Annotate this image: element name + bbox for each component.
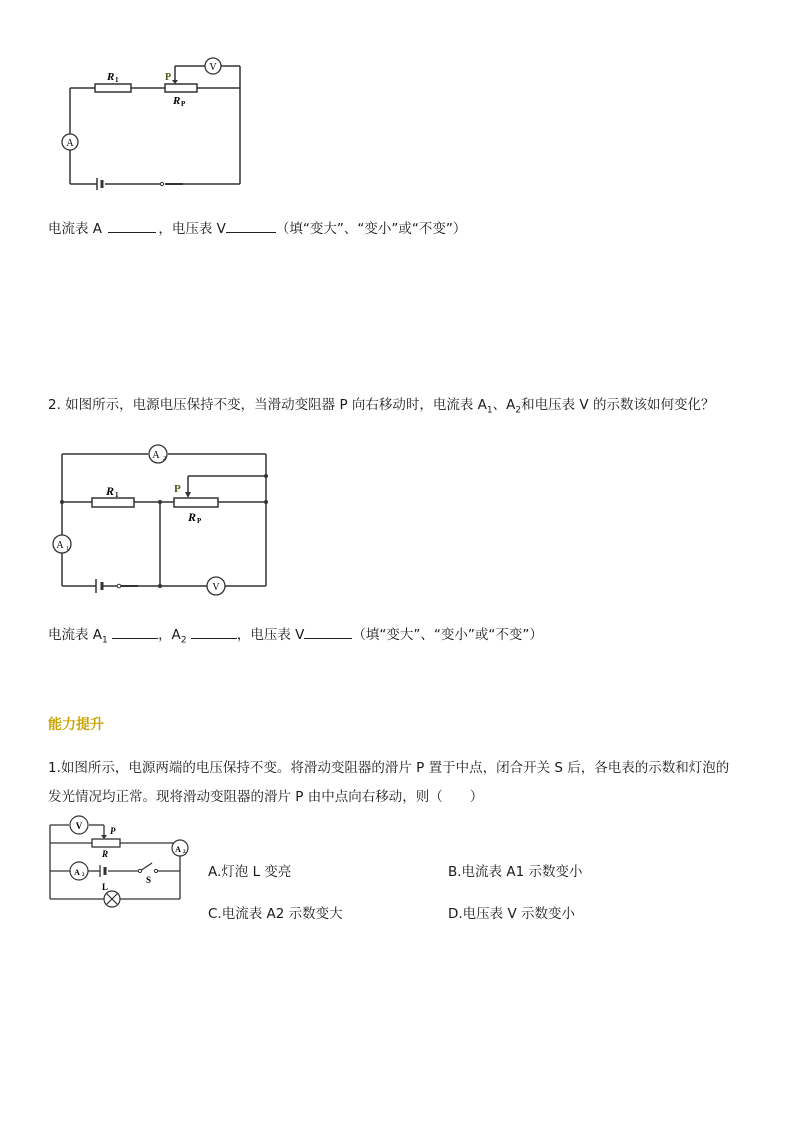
voltmeter-label: V <box>212 582 220 593</box>
resistor-r1 <box>92 498 134 507</box>
answer-blank-a[interactable] <box>108 220 156 233</box>
q2-text-start: 2. 如图所示，电源电压保持不变，当滑动变阻器 P 向右移动时，电流表 A <box>48 397 487 413</box>
a2-sub-label: 2 <box>183 850 186 855</box>
rheostat-r <box>92 839 120 847</box>
r1-sub-label: 1 <box>115 491 119 499</box>
a1-label: A <box>56 540 64 551</box>
r-label: R <box>102 849 109 859</box>
answer2-prefix-a1: 电流表 A <box>48 627 103 643</box>
question-3-line-1: 1.如图所示，电源两端的电压保持不变。将滑动变阻器的滑片 P 置于中点，闭合开关 S 后，各电表的示数和灯泡的 <box>48 760 730 776</box>
option-a[interactable]: A.灯泡 L 变亮 <box>208 864 292 880</box>
answer2-hint: （填“变大”、“变小”或“不变”） <box>352 627 543 643</box>
answer2-blank-v[interactable] <box>304 626 352 639</box>
answer2-prefix-a2: ，A <box>158 627 181 643</box>
answer-prefix-a: 电流表 A <box>48 221 103 237</box>
question-3-line-2: 发光情况均正常。现将滑动变阻器的滑片 P 由中点向右移动，则（ ） <box>48 789 484 805</box>
rheostat-rp <box>165 84 197 92</box>
a-left-label: A <box>74 868 80 877</box>
a2-sub-label: 2 <box>163 456 166 462</box>
voltmeter-label: V <box>209 62 217 73</box>
resistor-r1 <box>95 84 131 92</box>
circuit-diagram-3 <box>44 813 194 908</box>
rp-label: R <box>173 95 181 107</box>
a-left-sub-label: 2 <box>82 873 85 878</box>
q2-sub2: 2 <box>515 405 522 416</box>
v-label: V <box>75 821 83 831</box>
option-b[interactable]: B.电流表 A1 示数变小 <box>448 864 583 880</box>
answer2-sub2: 2 <box>180 635 187 646</box>
answer2-sub1: 1 <box>102 635 108 646</box>
a1-sub-label: 1 <box>66 546 69 552</box>
rp-sub-label: P <box>197 517 202 525</box>
l-label: L <box>102 882 109 892</box>
answer-blank-v[interactable] <box>226 220 276 233</box>
circuit-diagram-1 <box>55 52 255 192</box>
option-d[interactable]: D.电压表 V 示数变小 <box>448 906 576 922</box>
question-2-text <box>48 396 714 420</box>
answer2-blank-a2[interactable] <box>191 626 237 639</box>
lamp-icon <box>104 891 120 907</box>
r1-label: R <box>106 484 115 498</box>
a2-label: A <box>175 845 181 854</box>
s-label: S <box>146 875 152 885</box>
rheostat-rp <box>174 498 218 507</box>
q2-text-mid: 、A <box>492 397 516 413</box>
r1-sub-label: 1 <box>115 76 119 84</box>
ammeter-label: A <box>66 138 74 149</box>
section-title: 能力提升 <box>48 717 104 733</box>
rp-label: R <box>188 510 197 524</box>
answer-prefix-v: ，电压表 V <box>158 221 226 237</box>
p-label: P <box>165 72 172 83</box>
answer2-blank-a1[interactable] <box>112 626 158 639</box>
answer-hint: （填“变大”、“变小”或“不变”） <box>275 221 467 237</box>
q2-text-rest: 和电压表 V 的示数该如何变化？ <box>521 397 715 413</box>
option-c[interactable]: C.电流表 A2 示数变大 <box>208 906 343 922</box>
answer2-prefix-v: ，电压表 V <box>236 627 305 643</box>
q2-sub1: 1 <box>486 405 493 416</box>
a2-label: A <box>152 450 160 461</box>
p-label: P <box>110 826 116 836</box>
p-label: P <box>174 483 181 495</box>
question-2-answer <box>48 626 543 650</box>
r1-label: R <box>107 71 115 83</box>
question-1-answer <box>48 220 466 238</box>
circuit-diagram-2 <box>48 440 278 600</box>
rp-sub-label: P <box>181 100 186 108</box>
